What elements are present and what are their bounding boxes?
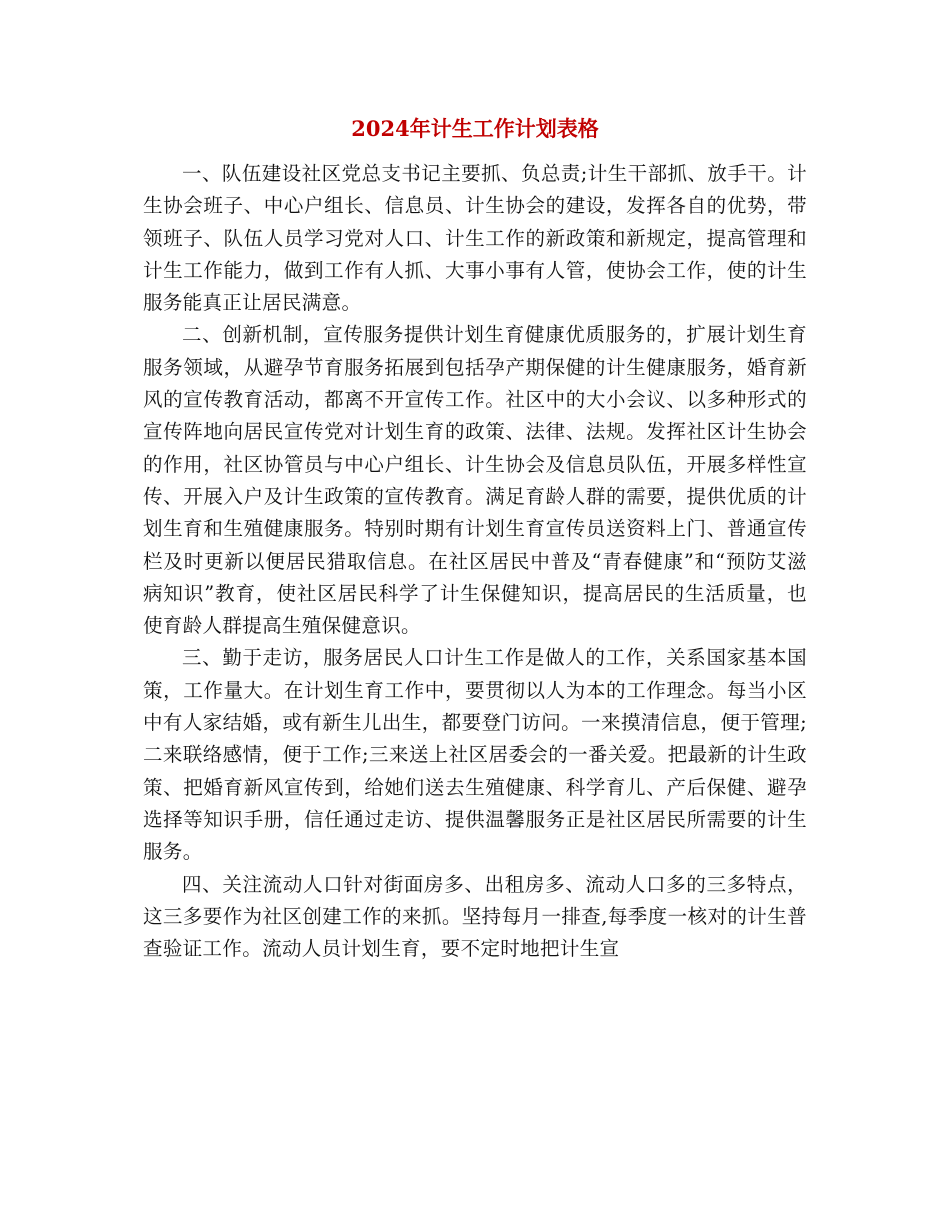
document-title: 2024年计生工作计划表格	[351, 116, 599, 141]
paragraph-home-visits: 三、勤于走访，服务居民人口计生工作是做人的工作，关系国家基本国策，工作量大。在计划生育工作中，要贯彻以人为本的工作理念。每当小区中有人家结婚，或有新生儿出生，都要登门访问。一来摸清信息，便于管理;二来联络感情，便于工作;三来送上社区居委会的一番关爱。把最新的计生政策、把婚育新风宣传到，给她们送去生殖健康、科学育儿、产后保健、避孕选择等知识手册，信任通过走访、提供温馨服务正是社区居民所需要的计生服务。	[143, 646, 807, 864]
paragraph-team-building: 一、队伍建设社区党总支书记主要抓、负总责;计生干部抓、放手干。计生协会班子、中心户组长、信息员、计生协会的建设，发挥各自的优势，带领班子、队伍人员学习党对人口、计生工作的新政策和新规定，提高管理和计生工作能力，做到工作有人抓、大事小事有人管，使协会工作，使的计生服务能真正让居民满意。	[143, 162, 807, 315]
paragraph-innovation-mechanism: 二、创新机制，宣传服务提供计划生育健康优质服务的，扩展计划生育服务领域，从避孕节育服务拓展到包括孕产期保健的计生健康服务，婚育新风的宣传教育活动，都离不开宣传工作。社区中的大小会议、以多种形式的宣传阵地向居民宣传党对计划生育的政策、法律、法规。发挥社区计生协会的作用，社区协管员与中心户组长、计生协会及信息员队伍，开展多样性宣传、开展入户及计生政策的宣传教育。满足育龄人群的需要，提供优质的计划生育和生殖健康服务。特别时期有计划生育宣传员送资料上门、普通宣传栏及时更新以便居民猎取信息。在社区居民中普及“青春健康”和“预防艾滋病知识”教育，使社区居民科学了计生保健知识，提高居民的生活质量，也使育龄人群提高生殖保健意识。	[143, 323, 807, 638]
paragraph-floating-population: 四、关注流动人口针对街面房多、出租房多、流动人口多的三多特点，这三多要作为社区创建工作的来抓。坚持每月一排查,每季度一核对的计生普查验证工作。流动人员计划生育，要不定时地把计生宣	[143, 872, 807, 961]
document-body	[143, 158, 807, 965]
